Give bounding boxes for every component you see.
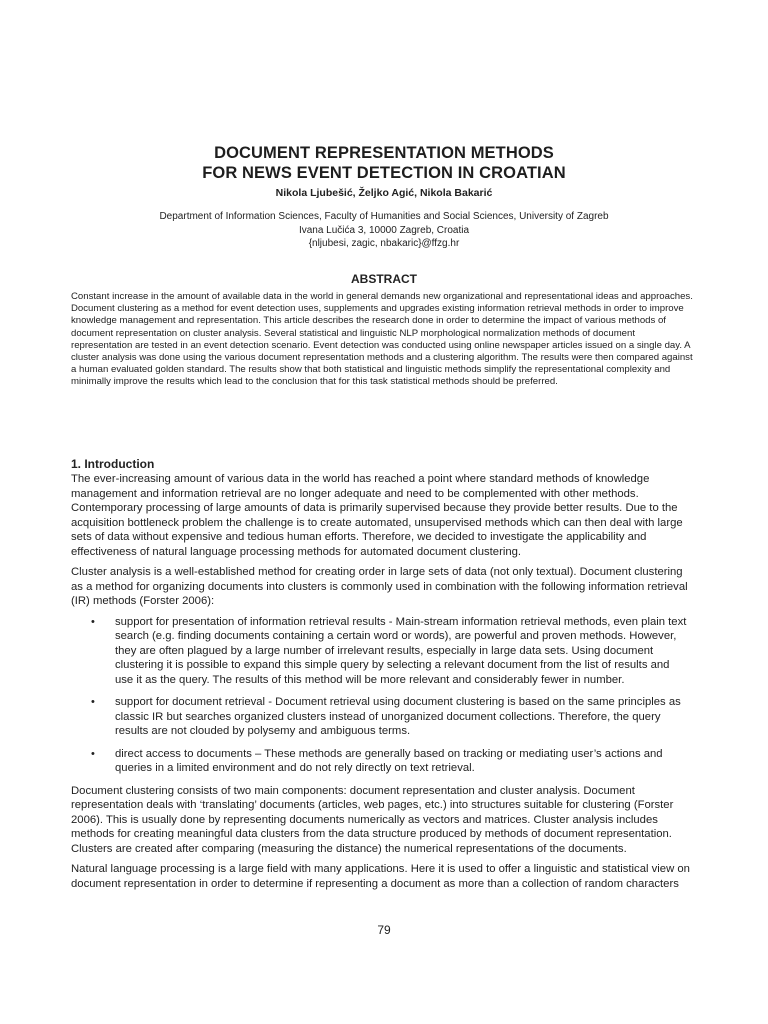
section-heading-introduction: 1. Introduction <box>71 457 155 471</box>
bullet-item <box>71 747 697 776</box>
introduction-body <box>71 472 697 897</box>
intro-paragraph-1: The ever-increasing amount of various data in the world has reached a point where standard methods of knowledge management and information retrieval are no longer adequate and need to be complemented with other methods. Contemporary processing of large amounts of data is primarily supervised because they provide better results. Due to the acquisition bottleneck problem the challenge is to create automated, unsupervised methods which can then deal with large sets of data without expensive and tedious human efforts. Therefore, we decided to investigate the applicability and effectiveness of natural language processing methods for automated document clustering. <box>71 473 683 558</box>
author-list: Nikola Ljubešić, Željko Agić, Nikola Bakarić <box>275 187 493 199</box>
title-line-2: FOR NEWS EVENT DETECTION IN CROATIAN <box>202 164 566 182</box>
intro-paragraph-3: Document clustering consists of two main components: document representation and cluster analysis. Document representation deals with ‘translating’ documents (articles, web pages, etc.) into structures suitable for clustering (Forster 2006). This is usually done by representing documents numerically as vectors and matrices. Cluster analysis includes methods for creating meaningful data clusters from the data structure produced by methods of document representation. Clusters are created after comparing (measuring the distance) the numerical representations of the documents. <box>71 784 674 855</box>
affiliation-emails: {nljubesi, zagic, nbakaric}@ffzg.hr <box>308 238 460 249</box>
abstract-text: Constant increase in the amount of available data in the world in general demands new organizational and representational ideas and approaches. Document clustering as a method for event detection uses, supplements and upgrades existing information retrieval methods in order to improve knowledge management and representation. This article describes the research done in order to determine the impact of various methods of document representation on cluster analysis. Several statistical and linguistic NLP morphological normalization methods of document representation are tested in an event detection scenario. Event detection was conducted using online newspaper articles issued on a single day. A cluster analysis was done using the various document representation methods and a clustering algorithm. The results were then compared against a human evaluated golden standard. The results show that both statistical and linguistic methods simplify the representational complexity and minimally improve the results which lead to the conclusion that for this task statistical methods should be preferred. <box>71 291 693 388</box>
affiliation-address: Ivana Lučića 3, 10000 Zagreb, Croatia <box>298 224 470 236</box>
title-line-1: DOCUMENT REPRESENTATION METHODS <box>214 144 554 162</box>
abstract-heading: ABSTRACT <box>351 272 417 286</box>
bullet-text: direct access to documents – These methods are generally based on tracking or mediating user’s actions and queries in a limited environment and do not rely directly on text retrieval. <box>115 747 663 774</box>
bullet-dot-icon: • <box>91 615 95 628</box>
bullet-item <box>71 695 697 739</box>
bullet-dot-icon: • <box>91 747 95 760</box>
bullet-text: support for presentation of information retrieval results - Main-stream information retrieval methods, even plain text search (e.g. finding documents containing a certain word or words), are powerful and proven methods. However, they are often plagued by a large number of irrelevant results, especially in large data sets. Using document clustering it is possible to expand this simple query by selecting a relevant document from the list of results and use it as the query. The results of this method will be more relevant and considerably fewer in number. <box>115 615 687 686</box>
bullet-text: support for document retrieval - Document retrieval using document clustering is based on the same principles as classic IR but searches organized clusters instead of unorganized document collections. Therefore, the query results are not clouded by polysemy and ambiguous terms. <box>115 696 681 737</box>
page-number: 79 <box>377 923 391 937</box>
paper-title <box>71 143 697 183</box>
affiliation-block <box>71 210 697 251</box>
intro-paragraph-4: Natural language processing is a large field with many applications. Here it is used to offer a linguistic and statistical view on document representation in order to determine if representing a document as more than a collection of random characters <box>71 863 690 890</box>
bullet-dot-icon: • <box>91 696 95 708</box>
bullet-item <box>71 615 697 688</box>
intro-paragraph-2: Cluster analysis is a well-established method for creating order in large sets of data (not only textual). Document clustering as a method for organizing documents into clusters is commonly used in combination with the following information retrieval (IR) methods (Forster 2006): <box>71 566 688 607</box>
affiliation-department: Department of Information Sciences, Faculty of Humanities and Social Sciences, University of Zagreb <box>159 211 609 222</box>
